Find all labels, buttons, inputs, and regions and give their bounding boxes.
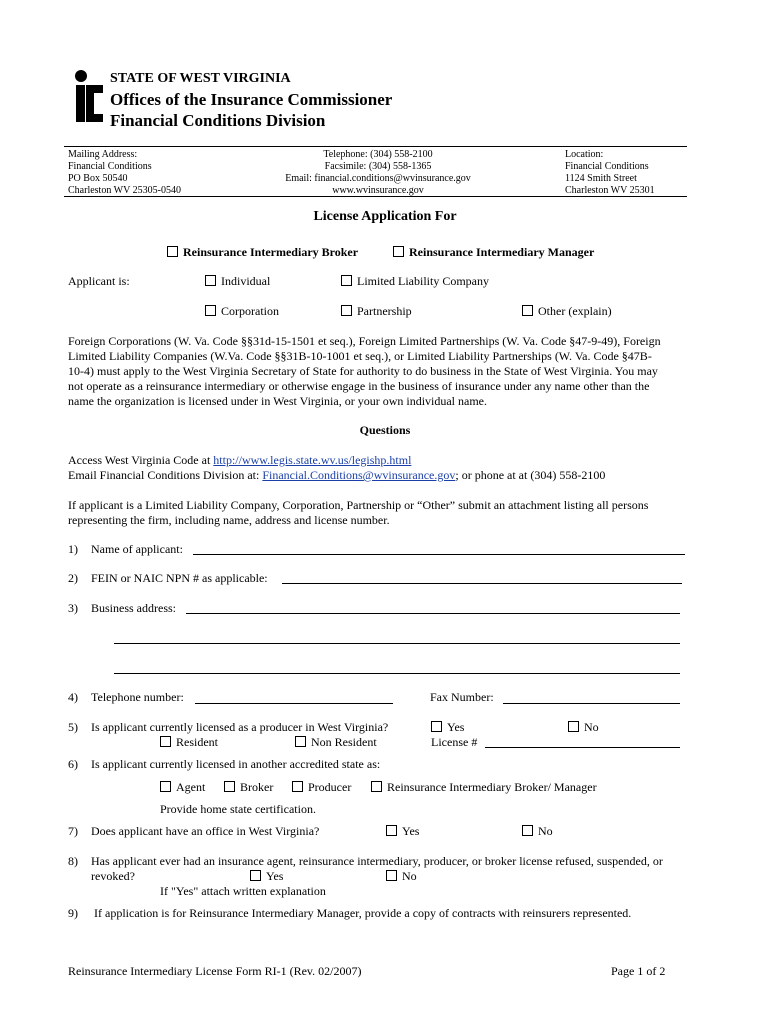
email-link[interactable]: Financial.Conditions@wvinsurance.gov	[262, 468, 456, 482]
q5-label: Is applicant currently licensed as a producer in West Virginia?	[91, 720, 389, 734]
checkbox-icon[interactable]	[160, 736, 171, 747]
applicant-name-field[interactable]	[193, 554, 685, 555]
office-title: Offices of the Insurance Commissioner	[110, 90, 393, 109]
checkbox-icon[interactable]	[341, 305, 352, 316]
foreign-entities-paragraph: Foreign Corporations (W. Va. Code §§31d-15-1501 et seq.), Foreign Limited Partnerships (W. Va. Code §47-9-49), Foreign Limited Liability Companies (W.Va. Code §§31B-10-1001 et seq.), or Limited Liability Partnerships (W. Va. Code §47B- 10-4) must apply to the West Virginia Secretary of State for authority to do business in the State of West Virginia. You may not operate as a reinsurance intermediary or otherwise engage in the business of insurance under any name other than the name the organization is licensed under in West Virginia, or your own individual name.	[68, 334, 661, 408]
q5-yes-checkbox[interactable]: Yes	[431, 720, 464, 735]
division-title: Financial Conditions Division	[110, 111, 326, 130]
checkbox-icon[interactable]	[522, 305, 533, 316]
checkbox-icon[interactable]	[568, 721, 579, 732]
q7-label: Does applicant have an office in West Virginia?	[91, 824, 320, 838]
checkbox-icon[interactable]	[205, 305, 216, 316]
telephone-field[interactable]	[195, 703, 393, 704]
checkbox-icon[interactable]	[393, 246, 404, 257]
location-address: Location: Financial Conditions 1124 Smith Street Charleston WV 25301	[565, 149, 655, 196]
q7-no-checkbox[interactable]: No	[522, 824, 553, 839]
checkbox-icon[interactable]	[224, 781, 235, 792]
q5-number: 5)	[68, 720, 78, 734]
q9-number: 9)	[68, 906, 78, 920]
q6-label: Is applicant currently licensed in another accredited state as:	[91, 757, 381, 771]
checkbox-icon[interactable]	[522, 825, 533, 836]
checkbox-icon[interactable]	[160, 781, 171, 792]
q6-producer-checkbox[interactable]: Producer	[292, 780, 351, 795]
checkbox-ri-manager[interactable]: Reinsurance Intermediary Manager	[393, 245, 594, 260]
checkbox-other[interactable]: Other (explain)	[522, 304, 612, 319]
form-id: Reinsurance Intermediary License Form RI-1 (Rev. 02/2007)	[68, 964, 362, 978]
mailing-address: Mailing Address: Financial Conditions PO Box 50540 Charleston WV 25305-0540	[68, 149, 181, 196]
q7-number: 7)	[68, 824, 78, 838]
q7-yes-checkbox[interactable]: Yes	[386, 824, 419, 839]
q8-note: If "Yes" attach written explanation	[160, 884, 326, 898]
q8-label-line2: revoked?	[91, 869, 135, 883]
q8-label-line1: Has applicant ever had an insurance agent, reinsurance intermediary, producer, or broker license refused, suspended, or	[91, 854, 663, 868]
page-number: Page 1 of 2	[611, 964, 666, 978]
q8-number: 8)	[68, 854, 78, 868]
checkbox-icon[interactable]	[386, 870, 397, 881]
checkbox-partnership[interactable]: Partnership	[341, 304, 412, 319]
business-address-field-3[interactable]	[114, 673, 680, 674]
state-title: STATE OF WEST VIRGINIA	[110, 71, 291, 86]
access-code-line: Access West Virginia Code at http://www.legis.state.wv.us/legishp.html	[68, 453, 412, 467]
fax-field[interactable]	[503, 703, 680, 704]
email-line: Email Financial Conditions Division at: Financial.Conditions@wvinsurance.gov; or phone at at (304) 558-2100	[68, 468, 606, 482]
form-title: License Application For	[313, 209, 457, 224]
checkbox-icon[interactable]	[371, 781, 382, 792]
q5-nonresident-checkbox[interactable]: Non Resident	[295, 735, 377, 750]
q9-label: If application is for Reinsurance Intermediary Manager, provide a copy of contracts with reinsurers represented.	[94, 906, 632, 920]
q8-no-checkbox[interactable]: No	[386, 869, 417, 884]
fax-label: Fax Number:	[430, 690, 494, 704]
checkbox-icon[interactable]	[341, 275, 352, 286]
checkbox-llc[interactable]: Limited Liability Company	[341, 274, 489, 289]
checkbox-icon[interactable]	[167, 246, 178, 257]
applicant-label: Applicant is:	[68, 274, 130, 288]
q4-label: Telephone number:	[91, 690, 184, 704]
header-rule-bottom	[64, 196, 687, 197]
business-address-field-2[interactable]	[114, 643, 680, 644]
q6-note: Provide home state certification.	[160, 802, 316, 816]
q5-no-checkbox[interactable]: No	[568, 720, 599, 735]
checkbox-icon[interactable]	[386, 825, 397, 836]
q2-number: 2)	[68, 571, 78, 585]
q2-label: FEIN or NAIC NPN # as applicable:	[91, 571, 268, 585]
q6-agent-checkbox[interactable]: Agent	[160, 780, 205, 795]
q6-number: 6)	[68, 757, 78, 771]
ic-logo	[70, 68, 104, 126]
q3-label: Business address:	[91, 601, 176, 615]
q1-label: Name of applicant:	[91, 542, 183, 556]
checkbox-icon[interactable]	[431, 721, 442, 732]
header-rule-top	[64, 146, 687, 147]
checkbox-icon[interactable]	[250, 870, 261, 881]
business-address-field-1[interactable]	[186, 613, 680, 614]
q6-broker-checkbox[interactable]: Broker	[224, 780, 273, 795]
checkbox-ri-broker[interactable]: Reinsurance Intermediary Broker	[167, 245, 358, 260]
checkbox-icon[interactable]	[292, 781, 303, 792]
checkbox-individual[interactable]: Individual	[205, 274, 270, 289]
fein-field[interactable]	[282, 583, 682, 584]
q5-resident-checkbox[interactable]: Resident	[160, 735, 218, 750]
questions-heading: Questions	[359, 423, 411, 437]
q8-yes-checkbox[interactable]: Yes	[250, 869, 283, 884]
checkbox-icon[interactable]	[295, 736, 306, 747]
contact-info: Telephone: (304) 558-2100 Facsimile: (304) 558-1365 Email: financial.conditions@wvinsurance.gov www.wvinsurance.gov	[285, 149, 471, 196]
license-number-field[interactable]	[485, 747, 680, 748]
q3-number: 3)	[68, 601, 78, 615]
legis-link[interactable]: http://www.legis.state.wv.us/legishp.html	[213, 453, 412, 467]
checkbox-icon[interactable]	[205, 275, 216, 286]
attachment-note: If applicant is a Limited Liability Company, Corporation, Partnership or “Other” submit an attachment listing all persons representing the firm, including name, address and license number.	[68, 498, 649, 527]
license-number-label: License #	[431, 735, 478, 749]
q4-number: 4)	[68, 690, 78, 704]
q6-ri-checkbox[interactable]: Reinsurance Intermediary Broker/ Manager	[371, 780, 597, 795]
checkbox-corporation[interactable]: Corporation	[205, 304, 279, 319]
q1-number: 1)	[68, 542, 78, 556]
